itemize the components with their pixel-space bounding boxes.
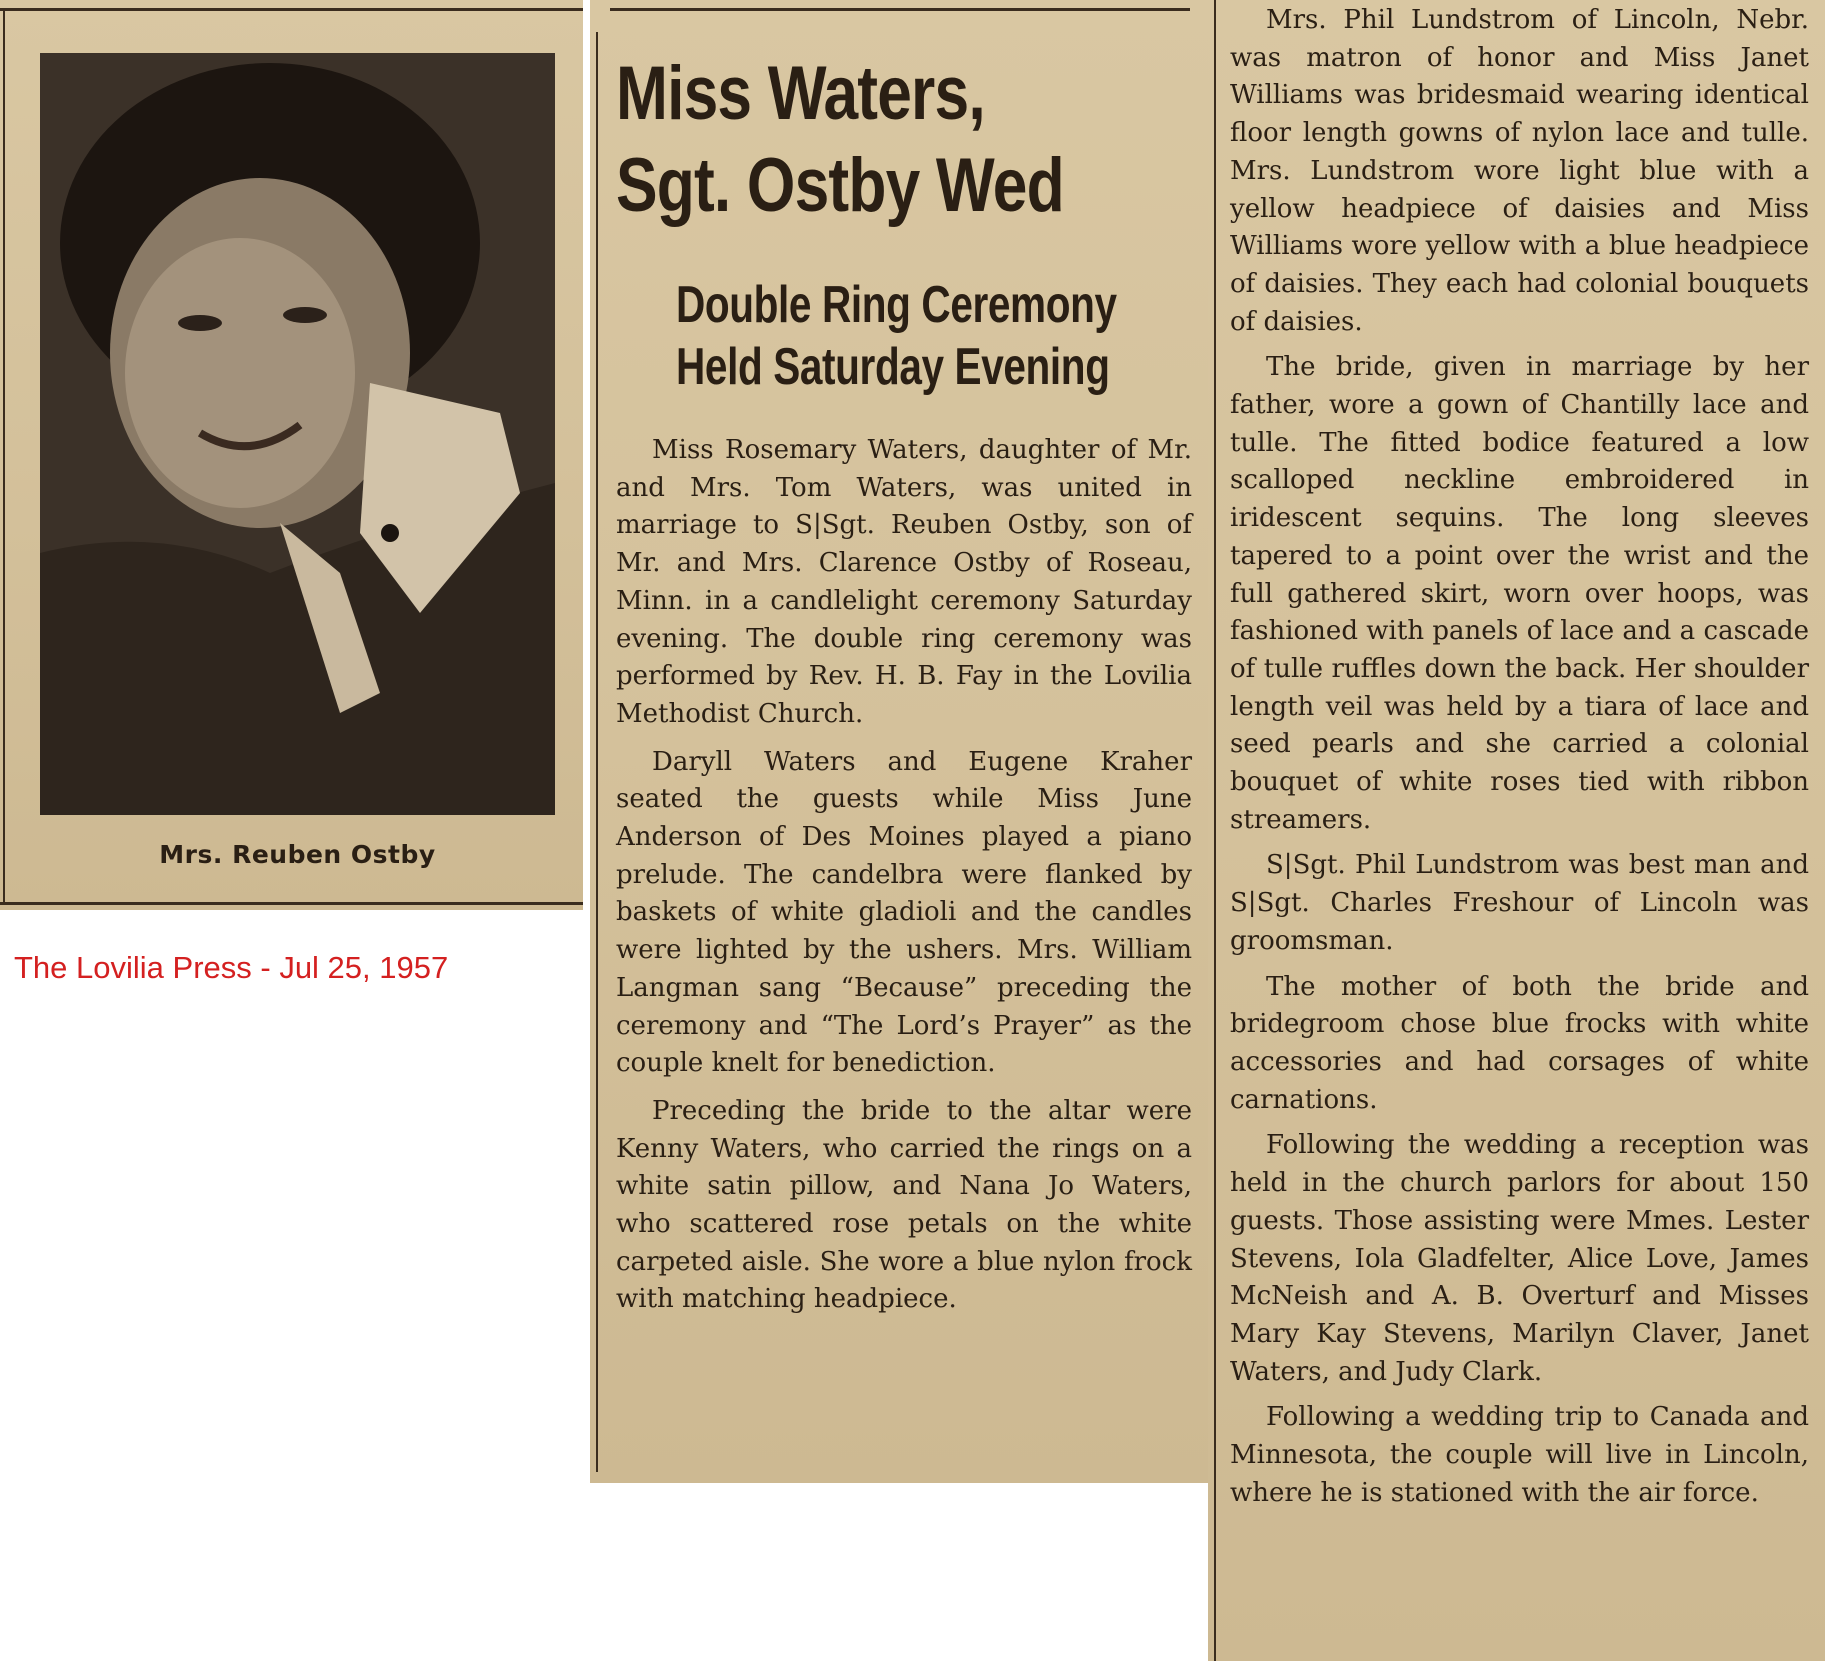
- column-rule: [596, 32, 598, 1472]
- paragraph: Miss Rosemary Waters, daughter of Mr. and Mrs. Tom Waters, was united in marriage to S|Sgt. Reuben Ostby, son of Mr. and Mrs. Clarence Ostby of Roseau, Minn. in a candlelight ceremony Saturday evening. The double ring ceremony was performed by Rev. H. B. Fay in the Lovilia Methodist Church.: [616, 435, 1192, 729]
- photo-clipping: [0, 0, 583, 910]
- column-rule: [1214, 0, 1216, 1661]
- headline: [616, 48, 1174, 232]
- photo-top-rule: [0, 8, 583, 11]
- headline-line-2: Sgt. Ostby Wed: [616, 143, 1064, 228]
- subhead-line-2: Held Saturday Evening: [676, 338, 1110, 396]
- paragraph: Following a wedding trip to Canada and Minnesota, the couple will live in Lincoln, where he is stationed with the air force.: [1230, 1402, 1809, 1508]
- source-label: The Lovilia Press - Jul 25, 1957: [14, 950, 449, 985]
- photo-caption: Mrs. Reuben Ostby: [159, 840, 436, 869]
- subhead-line-1: Double Ring Ceremony: [676, 276, 1117, 334]
- paragraph: S|Sgt. Phil Lundstrom was best man and S|Sgt. Charles Freshour of Lincoln was groomsman.: [1230, 850, 1809, 956]
- photo-bottom-rule: [0, 902, 583, 905]
- headline-line-1: Miss Waters,: [616, 51, 985, 136]
- column-top-rule: [610, 8, 1190, 11]
- bride-portrait: [40, 53, 555, 815]
- paragraph: The bride, given in marriage by her father, wore a gown of Chantilly lace and tulle. The fitted bodice featured a low scalloped neckline embroidered in iridescent sequins. The long sleeves tapered to a point over the wrist and the full gathered skirt, worn over hoops, was fashioned with panels of lace and a cascade of tulle ruffles down the back. Her shoulder length veil was held by a tiara of lace and seed pearls and she carried a colonial bouquet of white roses tied with ribbon streamers.: [1230, 352, 1809, 835]
- middle-body: [616, 432, 1192, 1319]
- article-middle-column: [590, 0, 1210, 1483]
- paragraph: Mrs. Phil Lundstrom of Lincoln, Nebr. was matron of honor and Miss Janet Williams was bridesmaid wearing identical floor length gowns of nylon lace and tulle. Mrs. Lundstrom wore light blue with a yellow headpiece of daisies and Miss Williams wore yellow with a blue headpiece of daisies. They each had colonial bouquets of daisies.: [1230, 5, 1809, 337]
- paragraph: Daryll Waters and Eugene Kraher seated the guests while Miss June Anderson of Des Moines played a piano prelude. The candelbra were flanked by baskets of white gladioli and the candles were lighted by the ushers. Mrs. William Langman sang “Because” preceding the ceremony and “The Lord’s Prayer” as the couple knelt for benediction.: [616, 746, 1192, 1079]
- right-body: [1230, 2, 1809, 1512]
- photo-left-rule: [3, 8, 5, 903]
- subheadline: [676, 274, 1175, 398]
- paragraph: The mother of both the bride and bridegroom chose blue frocks with white accessories and had corsages of white carnations.: [1230, 971, 1809, 1115]
- paragraph: Following the wedding a reception was held in the church parlors for about 150 guests. Those assisting were Mmes. Lester Stevens, Iola Gladfelter, Alice Love, James McNeish and A. B. Overturf and Misses Mary Kay Stevens, Marilyn Claver, Janet Waters, and Judy Clark.: [1230, 1130, 1809, 1387]
- article-right-column: [1208, 0, 1825, 1661]
- paragraph: Preceding the bride to the altar were Kenny Waters, who carried the rings on a white satin pillow, and Nana Jo Waters, who scattered rose petals on the white carpeted aisle. She wore a blue nylon frock with matching headpiece.: [616, 1095, 1192, 1315]
